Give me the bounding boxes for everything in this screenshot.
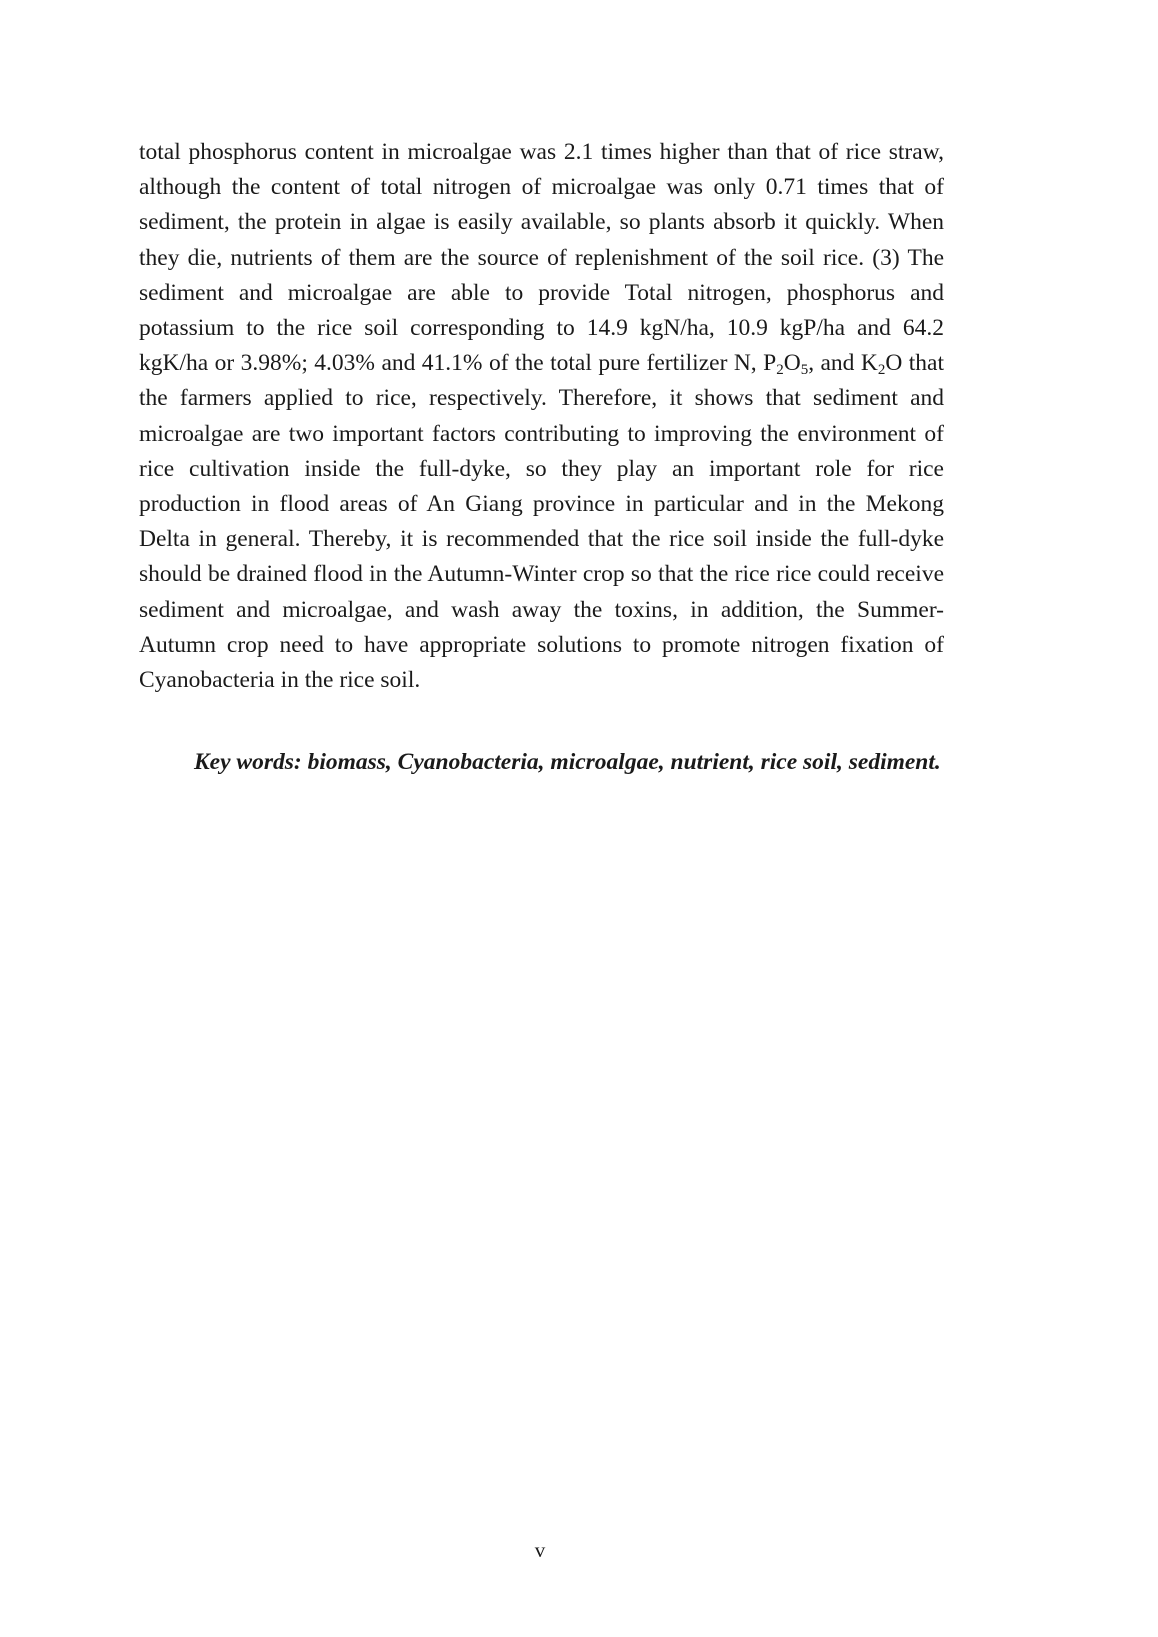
keywords-line: Key words: biomass, Cyanobacteria, microalgae, nutrient, rice soil, sediment. (194, 749, 941, 775)
abstract-text-part-3: O that the farmers applied to rice, respectively. Therefore, it shows that sediment and microalgae are two important factors contributing to improving the environment of rice cultivation inside the full-dyke, so they play an important role for rice production in flood areas of An Giang province in particular and in the Mekong Delta in general. Thereby, it is recommended that the rice soil inside the full-dyke should be drained flood in the Autumn-Winter crop so that the rice rice could receive sediment and microalgae, and wash away the toxins, in addition, the Summer-Autumn crop need to have appropriate solutions to promote nitrogen fixation of Cyanobacteria in the rice soil. (139, 350, 944, 694)
oxygen-symbol: O (783, 350, 801, 377)
subscript-2-k: 2 (877, 362, 886, 379)
subscript-5: 5 (800, 362, 809, 379)
abstract-text-part-1: total phosphorus content in microalgae was 2.1 times higher than that of rice straw, although the content of total nitrogen of microalgae was only 0.71 times that of sediment, the protein in algae is easily available, so plants absorb it quickly. When they die, nutrients of them are the source of replenishment of the soil rice. (3) The sediment and microalgae are able to provide Total nitrogen, phosphorus and potassium to the rice soil corresponding to 14.9 kgN/ha, 10.9 kgP/ha and 64.2 kgK/ha or 3.98%; 4.03% and 41.1% of the total pure fertilizer N, P (139, 139, 944, 377)
abstract-paragraph (139, 135, 944, 698)
subscript-2: 2 (776, 362, 784, 379)
abstract-text-part-2: , and K (808, 350, 878, 377)
page-number: v (534, 1538, 546, 1562)
